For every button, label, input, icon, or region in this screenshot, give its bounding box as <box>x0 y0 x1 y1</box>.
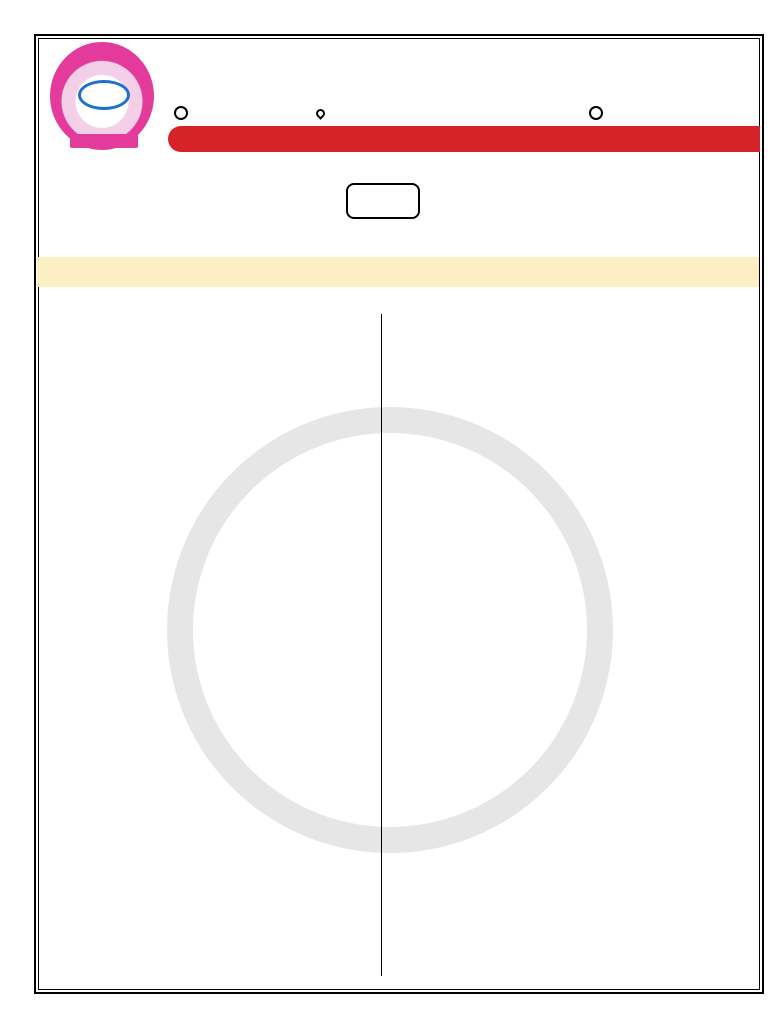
year-box <box>346 183 420 219</box>
phone-icon <box>174 106 188 120</box>
address <box>316 107 329 121</box>
courses-banner <box>168 126 760 152</box>
phone-1 <box>174 104 190 123</box>
phone-icon <box>589 106 603 120</box>
logo-initials <box>78 80 130 110</box>
academy-logo <box>50 42 154 150</box>
logo-motto <box>70 134 138 148</box>
academy-header <box>44 40 760 156</box>
column-separator <box>381 314 382 976</box>
header-band <box>37 257 759 287</box>
location-icon <box>314 107 327 120</box>
phone-2 <box>589 104 605 123</box>
page-frame-inner <box>38 38 760 990</box>
